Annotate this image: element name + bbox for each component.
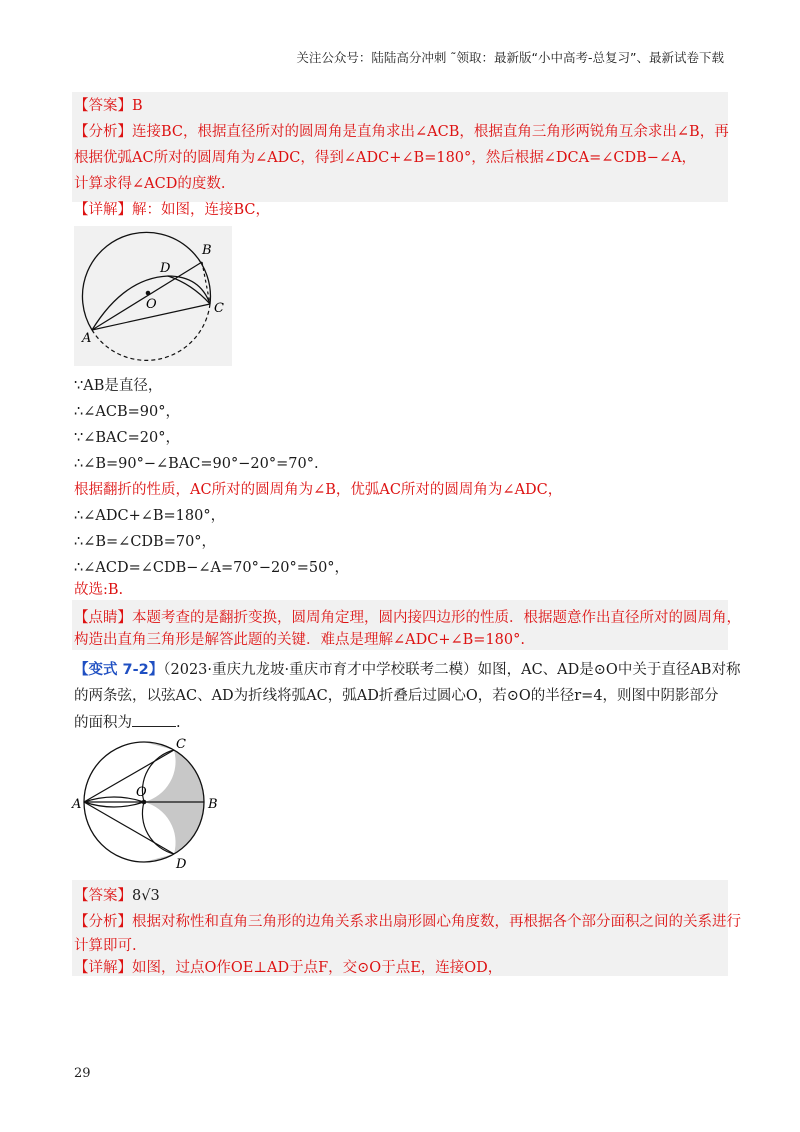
figure-1-circle-fold: [74, 226, 232, 366]
analysis-line-2: 根据优弧AC所对的圆周角为∠ADC，得到∠ADC+∠B=180°，然后根据∠DCA=∠CDB−∠A，: [74, 150, 697, 166]
page-header: 关注公众号：陆陆高分冲刺 ˜领取：最新版“小中高考-总复习”、最新试卷下载: [296, 50, 724, 65]
fig2-label-o: O: [136, 785, 147, 800]
detail-line-1: 【详解】解：如图，连接BC，: [74, 202, 271, 218]
fig1-label-b: B: [202, 243, 212, 258]
analysis2-line-2: 计算即可.: [74, 938, 137, 954]
variant-line-3: 的面积为 .: [74, 712, 724, 733]
fig1-label-d: D: [160, 261, 171, 276]
fig2-label-c: C: [176, 737, 186, 752]
step-5: 根据翻折的性质，AC所对的圆周角为∠B，优弧AC所对的圆周角为∠ADC，: [74, 482, 563, 498]
step-6: ∴∠ADC+∠B=180°，: [74, 508, 226, 524]
variant-line-2: 的两条弦，以弦AC、AD为折线将弧AC，弧AD折叠后过圆心O，若⊙O的半径r=4，则图中阴影部分: [74, 688, 719, 704]
step-3: ∵∠BAC=20°，: [74, 430, 180, 446]
analysis2-line-1: 【分析】根据对称性和直角三角形的边角关系求出扇形圆心角度数，再根据各个部分面积之间的关系进行: [74, 914, 741, 930]
fig2-label-a: A: [72, 797, 82, 812]
comment-line-1: 【点睛】本题考查的是翻折变换，圆周角定理，圆内接四边形的性质．根据题意作出直径所对的圆周角，: [74, 610, 741, 626]
analysis-line-3: 计算求得∠ACD的度数.: [74, 176, 226, 192]
fig1-label-a: A: [82, 331, 92, 346]
step-8: ∴∠ACD=∠CDB−∠A=70°−20°=50°，: [74, 560, 350, 576]
detail2-line-1: 【详解】如图，过点O作OE⊥AD于点F，交⊙O于点E，连接OD，: [74, 960, 503, 976]
analysis-line-1: 【分析】连接BC，根据直径所对的圆周角是直角求出∠ACB，根据直角三角形两锐角互余求出∠B，再: [74, 124, 729, 140]
answer-blank: [132, 712, 176, 727]
step-9: 故选:B.: [74, 582, 124, 598]
fig1-label-c: C: [214, 301, 224, 316]
fig2-label-b: B: [208, 797, 218, 812]
fig2-label-d: D: [176, 857, 187, 872]
fig1-label-o: O: [146, 297, 157, 312]
step-2: ∴∠ACB=90°，: [74, 404, 180, 420]
figure-2-circle-shaded: [70, 736, 220, 874]
answer-line: 【答案】B: [74, 98, 143, 114]
comment-line-2: 构造出直角三角形是解答此题的关键．难点是理解∠ADC+∠B=180°.: [74, 632, 525, 648]
step-4: ∴∠B=90°−∠BAC=90°−20°=70°.: [74, 456, 319, 472]
answer2-line: 【答案】8√3: [74, 888, 160, 904]
page-number: 29: [74, 1066, 91, 1081]
step-1: ∵AB是直径，: [74, 378, 163, 394]
step-7: ∴∠B=∠CDB=70°，: [74, 534, 217, 550]
variant-line-1: 【变式 7-2】（2023·重庆九龙坡·重庆市育才中学校联考二模）如图，AC、AD是⊙O中关于直径AB对称: [74, 662, 741, 678]
